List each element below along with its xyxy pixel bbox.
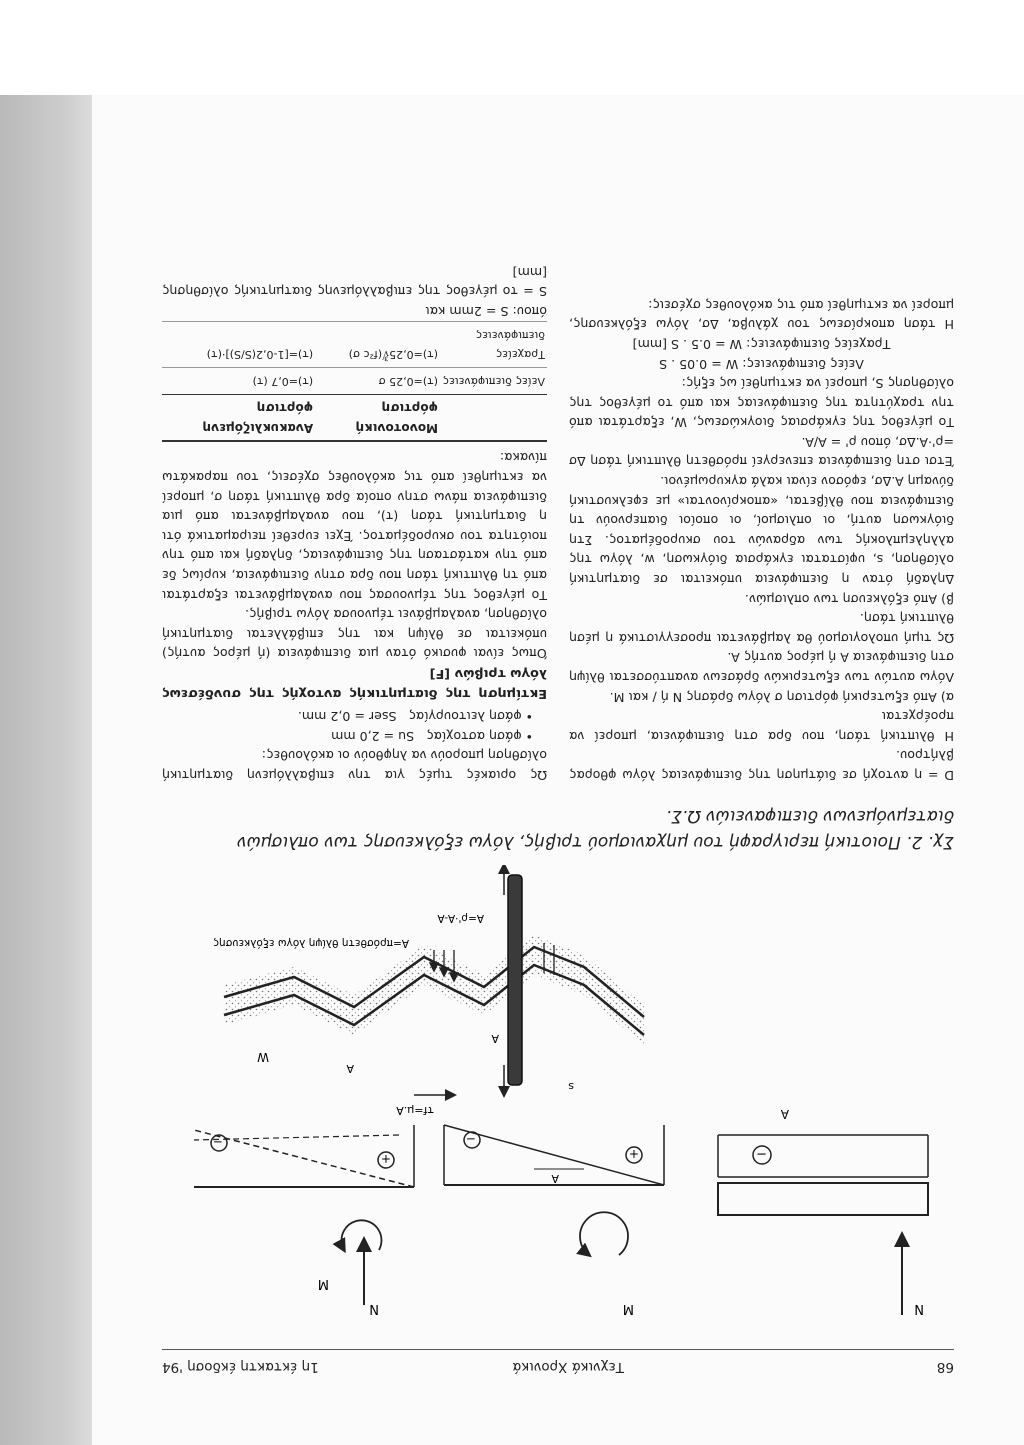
figure-caption: Σχ. 2. Ποιοτική περιγραφή του μηχανισμού τριβής, λόγω εξόλκευσης των οπλισμών διατεμνόμενων διεπιφανειών Ω.Σ. xyxy=(237,806,954,852)
nd-label: N xyxy=(914,1301,924,1316)
page-number: 68 xyxy=(936,1359,954,1375)
paragraph: β) Από εξόλκευση των οπλισμών. xyxy=(744,591,954,607)
panel-bending-moment xyxy=(444,1125,664,1316)
minus-sign: − xyxy=(756,1146,767,1161)
paragraph: Το μέγεθος της εγκάρσιας διογκώσεως, W, εξαρτάται από την τραχύτητα της διεπιφάνειας και από το μέγεθος της ολίσθησης S, μπορεί να εκτιμηθεί ως εξής: xyxy=(569,376,954,431)
as-label: A xyxy=(491,1032,499,1045)
panel-shear-friction-mechanism xyxy=(213,865,644,1117)
paragraph: Ως οριακές τιμές για την επιβαλλόμενη διατμητική ολίσθηση μπορούν να ληφθούν οι ακόλουθες: xyxy=(162,748,547,783)
table-cell: (τ)=[1-0,2(S/S)]·(τ) xyxy=(162,321,315,367)
running-header xyxy=(162,1351,954,1375)
table-cell: (τ)=0,7 (τ) xyxy=(162,368,315,395)
right-column xyxy=(162,262,547,785)
journal-title: Τεχνικά Χρονικά xyxy=(512,1359,624,1375)
section-heading: Εκτίμηση της διατμητικής αντοχής της συνδέσεως λόγω τριβών [F] xyxy=(162,666,547,701)
plus-sign: + xyxy=(628,1147,639,1161)
friction-table xyxy=(162,321,547,442)
table-cell: (τ)=0,25 σ xyxy=(315,368,440,395)
ac-label: A xyxy=(780,1107,789,1121)
formula-smooth xyxy=(569,354,954,374)
plus-sign-2: + xyxy=(380,1152,391,1166)
panel-axial-force xyxy=(718,1107,928,1316)
left-column xyxy=(569,295,954,785)
figure-2 xyxy=(162,865,954,1335)
paragraph: Η τάση αποκρίσεως του χάλυβα, Δσ, λόγω εξόλκευσης, μπορεί να εκτιμηθεί από τις ακόλουθες σχέσεις: xyxy=(569,297,954,333)
md-label-2: M xyxy=(317,1276,329,1291)
tf-label: τf=μ.A xyxy=(396,1104,434,1117)
scan-margin xyxy=(0,0,1024,95)
rotated-page-content xyxy=(92,95,1024,1445)
panel-combined-action xyxy=(194,1125,414,1316)
ac-note-label: A=πρόσθετη θλίψη λόγω εξόλκευσης xyxy=(212,937,409,949)
nd-label-2: N xyxy=(369,1301,379,1316)
paragraph: S = το μέγεθος της επιβαλλόμενης διατμητικής ολίσθησης [mm] xyxy=(162,264,547,300)
s-label: s xyxy=(568,1080,574,1093)
table-cell: (τ)=0,25∛(f²c σ) xyxy=(315,321,440,367)
formula-rough xyxy=(569,334,954,354)
minus-sign-3: − xyxy=(212,1135,223,1149)
paragraph: Η θλιπτική τάση, που δρα στη διεπιφάνεια, μπορεί να προέρχεται xyxy=(569,709,954,744)
table-cell: Λείες διεπιφάνειες xyxy=(440,368,547,395)
ac-label-3: A xyxy=(346,1062,354,1075)
table-cell: Τραχείες διεπιφάνειες xyxy=(440,321,547,367)
paragraph: Ως τιμή υπολογισμού θα λαμβάνεται προσεγγιστικά η μέση θλιπτική τάση. xyxy=(569,611,954,646)
header-rule xyxy=(162,1349,954,1350)
paragraph: D = η αντοχή σε διάτμηση της διεπιφάνειας λόγω φθορας βλήτρου. xyxy=(569,748,954,783)
w-label: W xyxy=(257,1050,269,1064)
formula-label: Τραχείες διεπιφάνειες: xyxy=(746,336,891,352)
table-row xyxy=(162,368,547,395)
table-row xyxy=(162,321,547,367)
paragraph: Λόγω αυτών των εξωτερικών δράσεων αναπτύσσεται θλίψη στη διεπιφάνεια A ή μέρος αυτής A. xyxy=(569,650,954,686)
paragraph: Το μέγεθος της τέμνουσας που αναλαμβάνεται εξαρτάται από τη θλιπτική τάση που δρα στην διεπιφάνεια, κυρίως δε από την κατάσταση της διεπιφάνειας, δηλαδή και από την ποιότητα του σκυροδέματος. Έχει ευρεθεί πειραματικά ότι η διατμητική τάση (τ), που αναλαμβάνεται από μια διεπιφάνεια πάνω στην οποία δρα θλιπτική τάση σ, μπορεί να εκτιμηθεί από τις ακόλουθες σχέσεις, του παρακάτω πίνακα: xyxy=(162,450,547,603)
table-header: Ανακυκλιζόμενη φόρτιση xyxy=(162,394,315,441)
paragraph: όπου: S = 2mm και xyxy=(425,303,547,319)
formula-value: W = 0.5 . S [mm] xyxy=(632,336,743,352)
bullet-label: φάση λειτουργίας xyxy=(408,709,522,725)
formula-label: Λείες διεπιφάνειες: xyxy=(742,356,864,372)
ac-eq-label: A=ρ'·A-A xyxy=(437,912,484,924)
bullet-item: • φάση αστοχίας Su = 2,0 mm xyxy=(331,728,533,744)
table-header: Μονοτονική φόρτιση xyxy=(315,394,440,441)
ac-label-2: A xyxy=(551,1172,559,1185)
edition-label: 1η έκτακτη έκδοση '94 xyxy=(162,1359,319,1375)
table-corner xyxy=(440,394,547,441)
paragraph: Όπως είναι φυσικό όταν μια διεπιφάνεια (ή μέρος αυτής) υπόκειται σε θλίψη και της επιβάλλεται διατμητική ολίσθηση, αναλαμβάνει τέμνουσα λόγω τριβής. xyxy=(162,607,547,662)
bullet-value: Su = 2,0 mm xyxy=(331,728,415,744)
minus-sign-2: − xyxy=(465,1132,476,1146)
formula-value: W = 0.05 . S xyxy=(659,356,739,372)
md-label: M xyxy=(622,1301,634,1316)
paragraph: α) Από εξωτερική φόρτιση σ λόγω δράσης N ή / και M. xyxy=(609,689,954,705)
bullet-value: Sser = 0,2 mm. xyxy=(297,709,397,725)
bullet-label: φάση αστοχίας xyxy=(426,728,522,744)
scan-edge-shadow xyxy=(0,95,92,1445)
paragraph: Δηλαδή όταν η διεπιφάνεια υπόκειται σε διατμητική ολίσθηση, s, υφίσταται εγκάρσια διόγκωση, w, λόγω της αλληλεμπλοκής των αδρανών του σκυροδέματος. Στη διόγκωση αυτή, οι οπλισμοί, οι οποίοι διαπερνούν τη διεπιφάνεια που θλίβεται, «αποκρίνονται» με εφελκυστική δύναμη A.Δσ, εφόσον είναι καλά αγκυρωμένοι. xyxy=(569,474,954,588)
paragraph: Έτσι στη διεπιφάνεια επενεργεί πρόσθετη θλιπτική τάση Δσ =ρ'·A.Δσ, όπου ρ' = A/A. xyxy=(569,434,954,470)
bullet-item: • φάση λειτουργίας Sser = 0,2 mm. xyxy=(297,709,533,725)
